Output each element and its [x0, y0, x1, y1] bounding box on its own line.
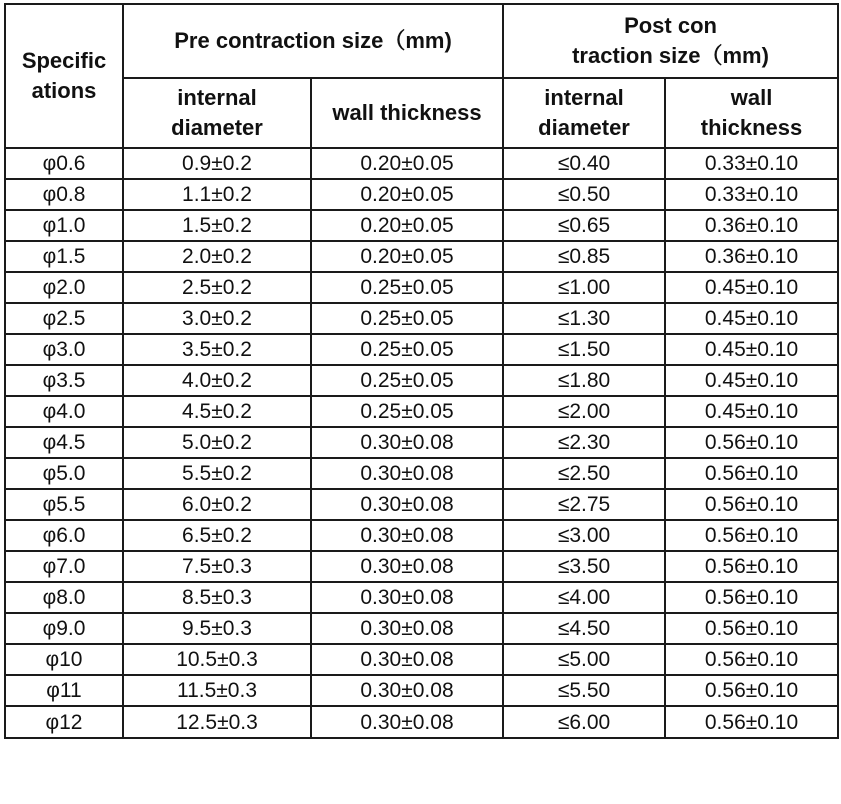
post-wall-thickness-cell: 0.33±0.10: [665, 148, 838, 179]
header-post-internal-diameter-line1: internal: [544, 85, 624, 110]
pre-wall-thickness-cell: 0.25±0.05: [311, 334, 503, 365]
table-row: [5, 210, 838, 241]
post-internal-diameter-cell: ≤0.40: [503, 148, 665, 179]
pre-internal-diameter-cell: 5.0±0.2: [123, 427, 311, 458]
post-internal-diameter-cell: ≤0.65: [503, 210, 665, 241]
pre-internal-diameter-cell: 12.5±0.3: [123, 706, 311, 738]
header-pre-wall-thickness: [311, 78, 503, 148]
pre-internal-diameter-cell: 5.5±0.2: [123, 458, 311, 489]
pre-internal-diameter-cell: 0.9±0.2: [123, 148, 311, 179]
header-pre-internal-diameter: [123, 78, 311, 148]
header-post-contraction: [503, 4, 838, 78]
pre-internal-diameter-cell: 4.0±0.2: [123, 365, 311, 396]
table-row: [5, 272, 838, 303]
post-wall-thickness-cell: 0.45±0.10: [665, 303, 838, 334]
post-wall-thickness-cell: 0.56±0.10: [665, 458, 838, 489]
pre-internal-diameter-cell: 1.5±0.2: [123, 210, 311, 241]
specification-cell: φ0.8: [5, 179, 123, 210]
header-post-internal-diameter-line2: diameter: [538, 115, 630, 140]
pre-wall-thickness-cell: 0.25±0.05: [311, 272, 503, 303]
table-row: [5, 706, 838, 738]
header-specifications: [5, 4, 123, 148]
post-internal-diameter-cell: ≤5.50: [503, 675, 665, 706]
post-internal-diameter-cell: ≤1.30: [503, 303, 665, 334]
header-post-contraction-line1: Post con: [624, 13, 717, 38]
header-post-wall-thickness-line1: wall: [730, 85, 773, 110]
table-row: [5, 644, 838, 675]
table-row: [5, 334, 838, 365]
pre-internal-diameter-cell: 7.5±0.3: [123, 551, 311, 582]
specification-table: [4, 3, 839, 739]
pre-wall-thickness-cell: 0.30±0.08: [311, 613, 503, 644]
pre-wall-thickness-cell: 0.30±0.08: [311, 644, 503, 675]
post-internal-diameter-cell: ≤0.50: [503, 179, 665, 210]
pre-internal-diameter-cell: 3.5±0.2: [123, 334, 311, 365]
specification-cell: φ4.5: [5, 427, 123, 458]
pre-wall-thickness-cell: 0.20±0.05: [311, 148, 503, 179]
table-row: [5, 613, 838, 644]
specification-cell: φ2.5: [5, 303, 123, 334]
header-specifications-line1: Specific: [21, 48, 107, 73]
pre-internal-diameter-cell: 10.5±0.3: [123, 644, 311, 675]
pre-wall-thickness-cell: 0.20±0.05: [311, 210, 503, 241]
post-wall-thickness-cell: 0.36±0.10: [665, 241, 838, 272]
pre-internal-diameter-cell: 11.5±0.3: [123, 675, 311, 706]
header-post-internal-diameter: [503, 78, 665, 148]
post-internal-diameter-cell: ≤4.50: [503, 613, 665, 644]
post-wall-thickness-cell: 0.36±0.10: [665, 210, 838, 241]
table-row: [5, 303, 838, 334]
specification-cell: φ5.0: [5, 458, 123, 489]
header-pre-contraction: [123, 4, 503, 78]
post-internal-diameter-cell: ≤0.85: [503, 241, 665, 272]
pre-internal-diameter-cell: 2.0±0.2: [123, 241, 311, 272]
post-wall-thickness-cell: 0.45±0.10: [665, 334, 838, 365]
post-internal-diameter-cell: ≤1.00: [503, 272, 665, 303]
specification-cell: φ12: [5, 706, 123, 738]
header-pre-internal-diameter-line1: internal: [177, 85, 257, 110]
header-pre-internal-diameter-line2: diameter: [171, 115, 263, 140]
post-wall-thickness-cell: 0.56±0.10: [665, 644, 838, 675]
pre-internal-diameter-cell: 2.5±0.2: [123, 272, 311, 303]
post-internal-diameter-cell: ≤6.00: [503, 706, 665, 738]
pre-internal-diameter-cell: 1.1±0.2: [123, 179, 311, 210]
post-internal-diameter-cell: ≤2.75: [503, 489, 665, 520]
specification-cell: φ1.5: [5, 241, 123, 272]
pre-wall-thickness-cell: 0.20±0.05: [311, 241, 503, 272]
post-wall-thickness-cell: 0.45±0.10: [665, 365, 838, 396]
post-wall-thickness-cell: 0.56±0.10: [665, 427, 838, 458]
post-wall-thickness-cell: 0.33±0.10: [665, 179, 838, 210]
specification-cell: φ2.0: [5, 272, 123, 303]
table-header: [5, 4, 838, 148]
specification-cell: φ1.0: [5, 210, 123, 241]
specification-cell: φ0.6: [5, 148, 123, 179]
post-wall-thickness-cell: 0.56±0.10: [665, 489, 838, 520]
table-row: [5, 458, 838, 489]
pre-wall-thickness-cell: 0.30±0.08: [311, 675, 503, 706]
post-internal-diameter-cell: ≤1.50: [503, 334, 665, 365]
pre-wall-thickness-cell: 0.30±0.08: [311, 489, 503, 520]
table-row: [5, 675, 838, 706]
specification-cell: φ5.5: [5, 489, 123, 520]
table-body: [5, 148, 838, 738]
post-wall-thickness-cell: 0.56±0.10: [665, 551, 838, 582]
post-wall-thickness-cell: 0.45±0.10: [665, 272, 838, 303]
specification-cell: φ10: [5, 644, 123, 675]
pre-wall-thickness-cell: 0.25±0.05: [311, 303, 503, 334]
post-internal-diameter-cell: ≤3.00: [503, 520, 665, 551]
pre-internal-diameter-cell: 3.0±0.2: [123, 303, 311, 334]
pre-wall-thickness-cell: 0.25±0.05: [311, 365, 503, 396]
pre-wall-thickness-cell: 0.30±0.08: [311, 427, 503, 458]
header-post-wall-thickness-line2: thickness: [700, 115, 803, 140]
pre-wall-thickness-cell: 0.30±0.08: [311, 582, 503, 613]
pre-wall-thickness-cell: 0.25±0.05: [311, 396, 503, 427]
table-row: [5, 551, 838, 582]
post-internal-diameter-cell: ≤1.80: [503, 365, 665, 396]
header-row-sub: [5, 78, 838, 148]
post-wall-thickness-cell: 0.56±0.10: [665, 582, 838, 613]
header-row-group: [5, 4, 838, 78]
table-row: [5, 179, 838, 210]
post-internal-diameter-cell: ≤4.00: [503, 582, 665, 613]
specification-cell: φ3.5: [5, 365, 123, 396]
post-wall-thickness-cell: 0.45±0.10: [665, 396, 838, 427]
pre-internal-diameter-cell: 4.5±0.2: [123, 396, 311, 427]
post-internal-diameter-cell: ≤5.00: [503, 644, 665, 675]
table-row: [5, 582, 838, 613]
post-wall-thickness-cell: 0.56±0.10: [665, 706, 838, 738]
specification-cell: φ9.0: [5, 613, 123, 644]
post-internal-diameter-cell: ≤2.50: [503, 458, 665, 489]
table-row: [5, 520, 838, 551]
table-row: [5, 396, 838, 427]
header-pre-wall-thickness-label: wall thickness: [332, 100, 482, 125]
table-row: [5, 489, 838, 520]
header-post-wall-thickness: [665, 78, 838, 148]
post-wall-thickness-cell: 0.56±0.10: [665, 613, 838, 644]
specification-cell: φ8.0: [5, 582, 123, 613]
specification-cell: φ3.0: [5, 334, 123, 365]
spec-sheet: [4, 3, 837, 802]
specification-cell: φ7.0: [5, 551, 123, 582]
header-specifications-line2: ations: [31, 78, 97, 103]
table-row: [5, 241, 838, 272]
pre-internal-diameter-cell: 8.5±0.3: [123, 582, 311, 613]
pre-wall-thickness-cell: 0.30±0.08: [311, 706, 503, 738]
pre-internal-diameter-cell: 6.0±0.2: [123, 489, 311, 520]
specification-cell: φ6.0: [5, 520, 123, 551]
pre-wall-thickness-cell: 0.20±0.05: [311, 179, 503, 210]
post-wall-thickness-cell: 0.56±0.10: [665, 675, 838, 706]
specification-cell: φ11: [5, 675, 123, 706]
post-internal-diameter-cell: ≤3.50: [503, 551, 665, 582]
pre-internal-diameter-cell: 6.5±0.2: [123, 520, 311, 551]
header-pre-contraction-label: Pre contraction size（mm): [174, 28, 452, 53]
table-row: [5, 148, 838, 179]
table-row: [5, 427, 838, 458]
post-wall-thickness-cell: 0.56±0.10: [665, 520, 838, 551]
post-internal-diameter-cell: ≤2.00: [503, 396, 665, 427]
post-internal-diameter-cell: ≤2.30: [503, 427, 665, 458]
pre-wall-thickness-cell: 0.30±0.08: [311, 520, 503, 551]
specification-cell: φ4.0: [5, 396, 123, 427]
pre-internal-diameter-cell: 9.5±0.3: [123, 613, 311, 644]
header-post-contraction-line2: traction size（mm): [572, 43, 769, 68]
pre-wall-thickness-cell: 0.30±0.08: [311, 551, 503, 582]
pre-wall-thickness-cell: 0.30±0.08: [311, 458, 503, 489]
table-row: [5, 365, 838, 396]
